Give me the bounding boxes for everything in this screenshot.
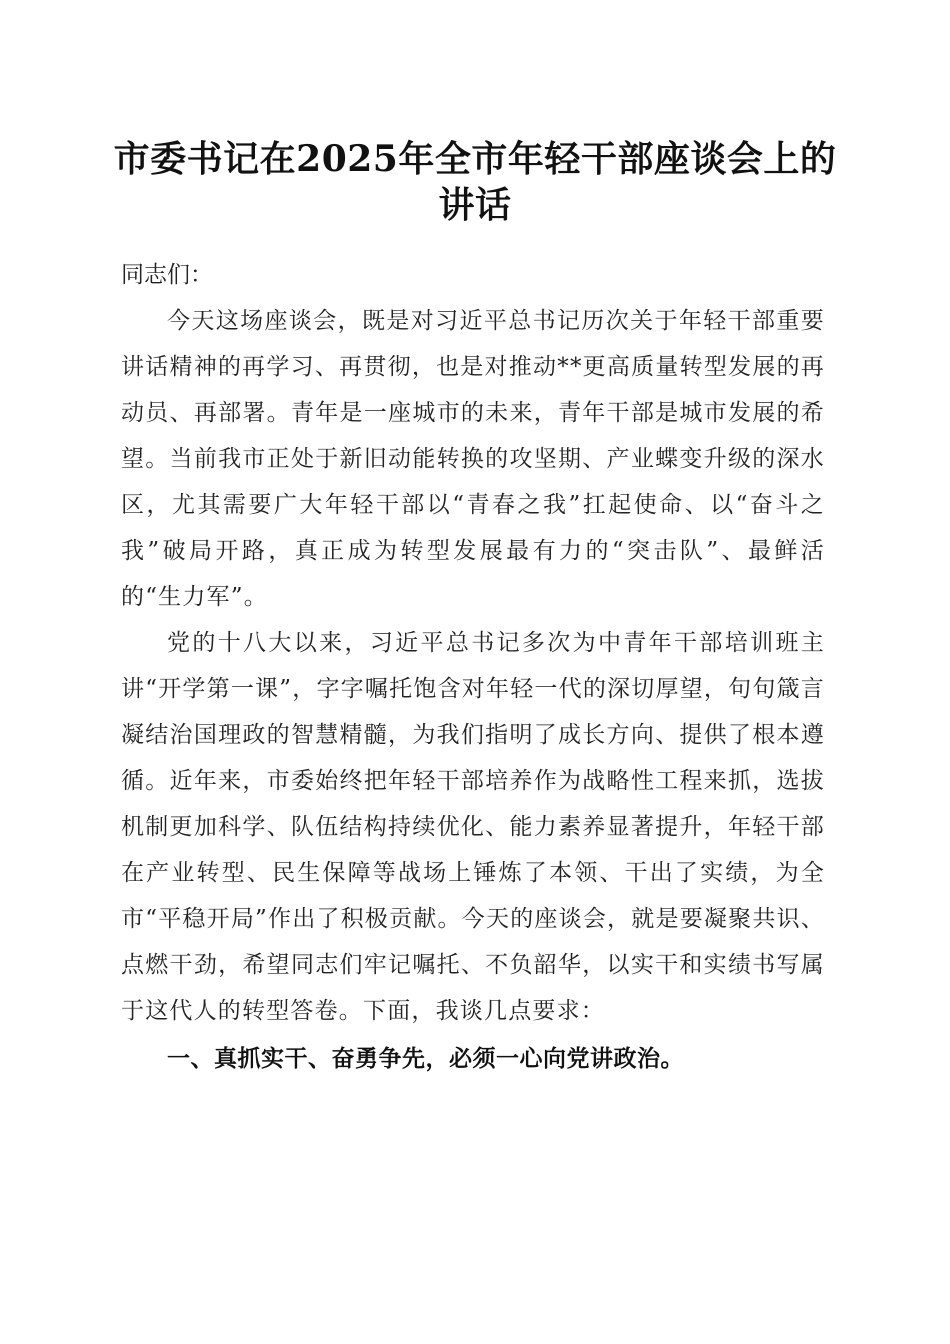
document-title: 市委书记在2025年全市年轻干部座谈会上的讲话 (113, 138, 837, 226)
section-heading-1: 一、真抓实干、奋勇争先，必须一心向党讲政治。 (167, 1046, 684, 1072)
paragraph-background: 党的十八大以来，习近平总书记多次为中青年干部培训班主讲“开学第一课”，字字嘱托饱含对年轻一代的深切厚望，句句箴言凝结治国理政的智慧精髓，为我们指明了成长方向、提供了根本遵循。近年来，市委始终把年轻干部培养作为战略性工程来抓，选拔机制更加科学、队伍结构持续优化、能力素养显著提升，年轻干部在产业转型、民生保障等战场上锤炼了本领、干出了实绩，为全市“平稳开局”作出了积极贡献。今天的座谈会，就是要凝聚共识、点燃干劲，希望同志们牢记嘱托、不负韶华，以实干和实绩书写属于这代人的转型答卷。下面，我谈几点要求： (121, 630, 825, 1024)
paragraph-intro: 今天这场座谈会，既是对习近平总书记历次关于年轻干部重要讲话精神的再学习、再贯彻，也是对推动**更高质量转型发展的再动员、再部署。青年是一座城市的未来，青年干部是城市发展的希望。当前我市正处于新旧动能转换的攻坚期、产业蝶变升级的深水区，尤其需要广大年轻干部以“青春之我”扛起使命、以“奋斗之我”破局开路，真正成为转型发展最有力的“突击队”、最鲜活的“生力军”。 (121, 308, 825, 610)
document-body (121, 252, 825, 1084)
salutation: 同志们： (121, 262, 213, 288)
